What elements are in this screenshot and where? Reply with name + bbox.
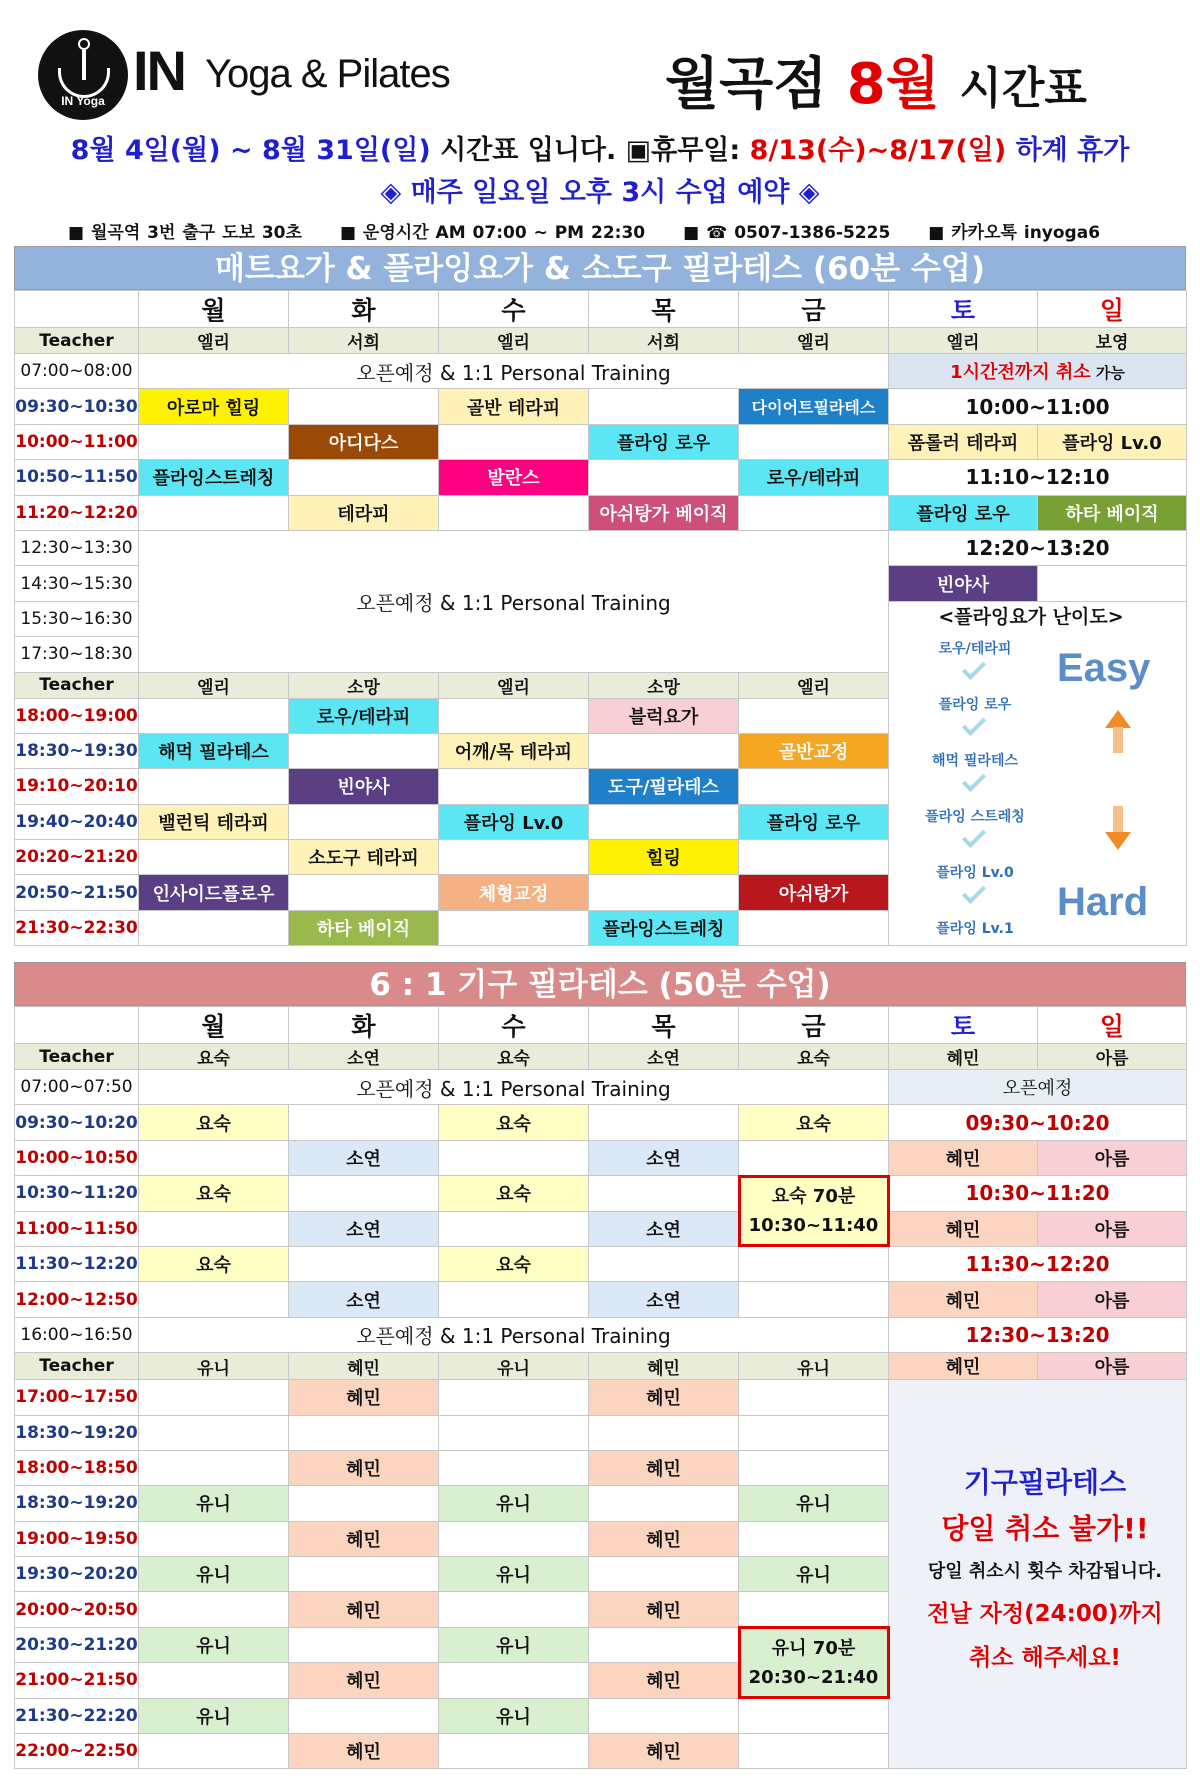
teacher-cell: 엘리 [889,328,1038,354]
notice-detail: 당일 취소시 횟수 차감됩니다. [927,1561,1163,1582]
class-cell: 소도구 테라피 [289,840,439,875]
class-cell: 밸런틱 테라피 [139,804,289,839]
open-notice: 오픈예정 & 1:1 Personal Training [139,1317,889,1352]
class-cell: 플라잉 로우 [889,495,1038,530]
class-cell: 로우/테라피 [739,460,889,495]
weekend-cancel-notice [889,354,1187,389]
empty-cell [439,840,589,875]
arrow-down-icon [1105,832,1131,850]
time-cell: 21:30~22:20 [15,1698,139,1733]
notice-request: 취소 해주세요! [969,1645,1121,1671]
empty-cell [589,1105,739,1140]
time-cell: 18:00~18:50 [15,1450,139,1485]
class-cell: 유니 [139,1557,289,1592]
class-cell: 하타 베이직 [289,910,439,945]
time-cell: 22:00~22:50 [15,1734,139,1769]
empty-cell [739,840,889,875]
logo-icon [38,30,128,120]
special-class-box [739,1627,889,1698]
weekend-time: 10:00~11:00 [889,389,1187,424]
empty-cell [289,1176,439,1211]
class-cell: 요숙 [139,1246,289,1281]
class-cell: 플라잉 Lv.0 [439,804,589,839]
day-fri: 금 [739,1007,889,1044]
empty-cell [739,424,889,459]
empty-cell [439,1592,589,1627]
chevron-down-icon [962,880,986,904]
empty-cell [739,698,889,733]
time-cell: 10:50~11:50 [15,460,139,495]
empty-cell [439,1140,589,1175]
time-cell: 15:30~16:30 [15,601,139,636]
empty-cell [289,1105,439,1140]
empty-cell [439,769,589,804]
empty-cell [139,1663,289,1698]
title-branch: 월곡점 [665,52,828,117]
level-item: 플라잉 스트레칭 [925,809,1025,825]
time-cell: 09:30~10:30 [15,389,139,424]
class-cell: 플라잉 Lv.0 [1038,424,1187,459]
class-cell: 유니 [139,1486,289,1521]
class-cell: 혜민 [589,1734,739,1769]
time-cell: 21:00~21:50 [15,1663,139,1698]
class-cell: 혜민 [589,1592,739,1627]
time-cell: 11:30~12:20 [15,1246,139,1281]
empty-cell [439,910,589,945]
time-cell: 07:00~08:00 [15,354,139,389]
special-class-title: 요숙 70분 [771,1186,856,1208]
empty-cell [589,1698,739,1733]
chevron-down-icon [962,712,986,736]
day-sun: 일 [1038,291,1187,328]
time-cell: 20:20~21:20 [15,840,139,875]
empty-cell [439,1415,589,1450]
weekend-time: 09:30~10:20 [889,1105,1187,1140]
time-cell: 20:50~21:50 [15,875,139,910]
teacher-cell: 요숙 [739,1044,889,1070]
class-cell: 아쉬탕가 베이직 [589,495,739,530]
empty-cell [289,1486,439,1521]
open-notice: 오픈예정 & 1:1 Personal Training [139,530,889,672]
class-cell: 로우/테라피 [289,698,439,733]
day-mon: 월 [139,1007,289,1044]
time-cell: 19:00~19:50 [15,1521,139,1556]
time-cell: 09:30~10:20 [15,1105,139,1140]
class-cell: 아름 [1038,1282,1187,1317]
class-cell: 혜민 [289,1592,439,1627]
level-item: 플라잉 Lv.1 [936,921,1014,937]
class-cell: 빈야사 [289,769,439,804]
empty-cell [439,1282,589,1317]
class-cell: 아름 [1038,1211,1187,1246]
empty-cell [139,1592,289,1627]
page-header [0,0,1200,243]
period-dates: 8월 4일(월) ~ 8월 31일(일) [70,135,431,166]
cancel-suffix: 가능 [1090,364,1125,383]
easy-label: Easy [1057,646,1151,690]
level-item: 플라잉 로우 [938,697,1012,713]
class-cell: 플라잉 로우 [739,804,889,839]
empty-cell [589,1557,739,1592]
level-item: 플라잉 Lv.0 [936,865,1014,881]
empty-cell [289,804,439,839]
class-cell: 해먹 필라테스 [139,733,289,768]
chevron-down-icon [962,824,986,848]
time-cell: 20:30~21:20 [15,1627,139,1662]
special-class-time: 10:30~11:40 [748,1215,879,1237]
period-line [0,128,1200,167]
class-cell: 혜민 [289,1380,439,1415]
class-cell: 혜민 [889,1211,1038,1246]
info-hours: ■ 운영시간 AM 07:00 ~ PM 22:30 [339,223,646,243]
period-text: 시간표 입니다. ▣휴무일: [430,135,750,166]
empty-cell [139,698,289,733]
empty-cell [589,1176,739,1211]
empty-cell [739,769,889,804]
time-cell: 18:30~19:30 [15,733,139,768]
teacher-cell: 엘리 [739,328,889,354]
class-cell: 플라잉스트레칭 [139,460,289,495]
time-cell: 18:30~19:20 [15,1415,139,1450]
time-cell: 11:20~12:20 [15,495,139,530]
time-cell: 17:30~18:30 [15,637,139,672]
time-cell: 19:40~20:40 [15,804,139,839]
empty-cell [289,733,439,768]
empty-cell [289,1415,439,1450]
empty-cell [739,495,889,530]
yoga-section-header: 매트요가 & 플라잉요가 & 소도구 필라테스 (60분 수업) [14,246,1186,290]
empty-cell [139,495,289,530]
class-cell: 플라잉 로우 [589,424,739,459]
time-cell: 19:10~20:10 [15,769,139,804]
day-tue: 화 [289,291,439,328]
day-thu: 목 [589,291,739,328]
empty-cell [739,1698,889,1733]
empty-cell [139,1380,289,1415]
class-cell: 체형교정 [439,875,589,910]
empty-cell [289,1557,439,1592]
class-cell: 혜민 [589,1450,739,1485]
time-cell: 10:00~10:50 [15,1140,139,1175]
class-cell: 요숙 [739,1105,889,1140]
class-cell: 발란스 [439,460,589,495]
empty-cell [439,1521,589,1556]
class-cell: 요숙 [139,1176,289,1211]
empty-cell [589,1415,739,1450]
logo-brand-text: Yoga & Pilates [205,52,450,96]
notice-title: 기구필라테스 [963,1466,1127,1499]
class-cell: 골반교정 [739,733,889,768]
time-cell: 16:00~16:50 [15,1317,139,1352]
info-kakao: ■ 카카오톡 inyoga6 [928,223,1101,243]
class-cell: 요숙 [439,1105,589,1140]
empty-cell [589,460,739,495]
class-cell: 어깨/목 테라피 [439,733,589,768]
teacher-cell: 요숙 [139,1044,289,1070]
chevron-down-icon [962,768,986,792]
open-notice: 오픈예정 & 1:1 Personal Training [139,354,889,389]
empty-cell [739,1140,889,1175]
teacher-label: Teacher [15,1044,139,1070]
empty-cell [289,460,439,495]
class-cell: 소연 [289,1211,439,1246]
teacher-cell: 엘리 [439,672,589,698]
open-notice: 오픈예정 & 1:1 Personal Training [139,1070,889,1105]
weekend-time: 10:30~11:20 [889,1176,1187,1211]
arrow-up-shaft [1113,727,1123,753]
empty-cell [739,1450,889,1485]
cancel-policy-notice [905,1460,1185,1680]
time-cell: 12:00~12:50 [15,1282,139,1317]
empty-cell [739,910,889,945]
empty-cell [289,1627,439,1662]
empty-cell [439,1380,589,1415]
day-sun: 일 [1038,1007,1187,1044]
flying-level-panel [905,602,1185,942]
day-tue: 화 [289,1007,439,1044]
class-cell: 힐링 [589,840,739,875]
holiday-label: 하계 휴가 [1006,135,1130,166]
title-month: 8월 [846,52,940,117]
teacher-cell: 엘리 [439,328,589,354]
corner-cell [15,1007,139,1044]
time-cell: 18:00~19:00 [15,698,139,733]
class-cell: 유니 [439,1486,589,1521]
empty-cell [289,1246,439,1281]
notice-warning: 당일 취소 불가!! [941,1512,1149,1545]
chevron-down-icon [962,656,986,680]
notice-deadline: 전날 자정(24:00)까지 [927,1601,1163,1627]
corner-cell [15,291,139,328]
teacher-cell: 서희 [289,328,439,354]
class-cell: 플라잉스트레칭 [589,910,739,945]
empty-cell [289,875,439,910]
class-cell: 블럭요가 [589,698,739,733]
teacher-label: Teacher [15,1353,139,1380]
class-cell: 혜민 [889,1353,1038,1380]
time-cell: 18:30~19:20 [15,1486,139,1521]
empty-cell [589,875,739,910]
empty-cell [289,1698,439,1733]
weekend-time: 12:30~13:20 [889,1317,1187,1352]
class-cell: 유니 [439,1627,589,1662]
teacher-cell: 유니 [139,1353,289,1380]
class-cell: 유니 [439,1557,589,1592]
empty-cell [139,769,289,804]
empty-cell [589,389,739,424]
teacher-label: Teacher [15,328,139,354]
class-cell: 테라피 [289,495,439,530]
class-cell: 아름 [1038,1353,1187,1380]
empty-cell [739,1592,889,1627]
class-cell: 빈야사 [889,566,1038,601]
class-cell: 유니 [139,1627,289,1662]
level-title: <플라잉요가 난이도> [938,606,1124,628]
empty-cell [139,1140,289,1175]
class-cell: 혜민 [289,1521,439,1556]
time-cell: 21:30~22:30 [15,910,139,945]
weekend-open: 오픈예정 [889,1070,1187,1105]
time-cell: 19:30~20:20 [15,1557,139,1592]
class-cell: 혜민 [289,1663,439,1698]
empty-cell [739,1734,889,1769]
class-cell: 혜민 [589,1663,739,1698]
holiday-dates: 8/13(수)~8/17(일) [749,135,1007,166]
class-cell: 유니 [139,1698,289,1733]
arrow-down-shaft [1113,806,1123,832]
class-cell: 폼롤러 테라피 [889,424,1038,459]
class-cell: 혜민 [889,1140,1038,1175]
class-cell: 아로마 힐링 [139,389,289,424]
empty-cell [139,1734,289,1769]
weekend-time: 11:30~12:20 [889,1246,1187,1281]
teacher-cell: 소망 [289,672,439,698]
class-cell: 도구/필라테스 [589,769,739,804]
teacher-cell: 엘리 [739,672,889,698]
class-cell: 혜민 [589,1521,739,1556]
class-cell: 혜민 [589,1380,739,1415]
empty-cell [739,1282,889,1317]
class-cell: 유니 [739,1557,889,1592]
time-cell: 10:30~11:20 [15,1176,139,1211]
info-phone: ■ ☎ 0507-1386-5225 [683,223,891,243]
empty-cell [439,495,589,530]
teacher-cell: 소연 [289,1044,439,1070]
special-class-box [739,1176,889,1247]
class-cell: 골반 테라피 [439,389,589,424]
empty-cell [439,424,589,459]
teacher-cell: 혜민 [289,1353,439,1380]
teacher-cell: 혜민 [889,1044,1038,1070]
day-wed: 수 [439,291,589,328]
day-sat: 토 [889,291,1038,328]
empty-cell [439,1734,589,1769]
logo-small-text: IN Yoga [61,94,105,108]
level-item: 로우/테라피 [938,641,1012,657]
special-class-time: 20:30~21:40 [748,1666,879,1688]
time-cell: 12:30~13:30 [15,530,139,565]
teacher-cell: 요숙 [439,1044,589,1070]
teacher-cell: 유니 [739,1353,889,1380]
reservation-notice: ◈ 매주 일요일 오후 3시 수업 예약 ◈ [380,177,820,208]
class-cell: 소연 [289,1282,439,1317]
pilates-section-header: 6 : 1 기구 필라테스 (50분 수업) [14,962,1186,1006]
title-timetable: 시간표 [959,63,1087,114]
empty-cell [739,1521,889,1556]
empty-cell [139,910,289,945]
hard-label: Hard [1057,880,1149,924]
empty-cell [589,804,739,839]
time-cell: 10:00~11:00 [15,424,139,459]
class-cell: 요숙 [139,1105,289,1140]
teacher-cell: 소망 [589,672,739,698]
class-cell: 소연 [589,1140,739,1175]
special-class-title: 유니 70분 [771,1637,856,1659]
teacher-cell: 엘리 [139,672,289,698]
empty-cell [589,733,739,768]
empty-cell [589,1486,739,1521]
day-wed: 수 [439,1007,589,1044]
class-cell: 혜민 [289,1734,439,1769]
level-item: 해먹 필라테스 [931,753,1019,769]
cancel-text: 1시간전까지 취소 [950,362,1091,384]
class-cell: 인사이드플로우 [139,875,289,910]
time-cell: 14:30~15:30 [15,566,139,601]
empty-cell [139,1211,289,1246]
class-cell: 아름 [1038,1140,1187,1175]
empty-cell [589,1627,739,1662]
class-cell: 아쉬탕가 [739,875,889,910]
teacher-label: Teacher [15,672,139,698]
empty-cell [589,1246,739,1281]
teacher-cell: 소연 [589,1044,739,1070]
empty-cell [739,1415,889,1450]
class-cell: 아디다스 [289,424,439,459]
class-cell: 요숙 [439,1246,589,1281]
class-cell: 혜민 [889,1282,1038,1317]
info-location: ■ 월곡역 3번 출구 도보 30초 [68,223,302,243]
empty-cell [439,1663,589,1698]
empty-cell [439,1450,589,1485]
teacher-cell: 유니 [439,1353,589,1380]
logo-in-text: IN [133,39,185,102]
weekend-time: 11:10~12:10 [889,460,1187,495]
weekend-time: 12:20~13:20 [889,530,1187,565]
empty-cell [439,698,589,733]
class-cell: 혜민 [289,1450,439,1485]
teacher-cell: 아름 [1038,1044,1187,1070]
empty-cell [139,1282,289,1317]
day-mon: 월 [139,291,289,328]
day-thu: 목 [589,1007,739,1044]
class-cell: 유니 [439,1698,589,1733]
class-cell: 소연 [589,1282,739,1317]
arrow-up-icon [1105,710,1131,728]
time-cell: 07:00~07:50 [15,1070,139,1105]
empty-cell [739,1246,889,1281]
class-cell: 다이어트필라테스 [739,389,889,424]
teacher-cell: 혜민 [589,1353,739,1380]
empty-cell [439,1211,589,1246]
teacher-cell: 엘리 [139,328,289,354]
class-cell: 소연 [289,1140,439,1175]
time-cell: 17:00~17:50 [15,1380,139,1415]
empty-cell [139,1415,289,1450]
class-cell: 요숙 [439,1176,589,1211]
time-cell: 11:00~11:50 [15,1211,139,1246]
page-title [665,40,1087,120]
teacher-cell: 서희 [589,328,739,354]
empty-cell [139,1521,289,1556]
teacher-cell: 보영 [1038,328,1187,354]
empty-cell [1038,566,1187,601]
info-line [68,218,1138,243]
empty-cell [289,389,439,424]
class-cell: 유니 [739,1486,889,1521]
class-cell: 하타 베이직 [1038,495,1187,530]
empty-cell [139,1450,289,1485]
time-cell: 20:00~20:50 [15,1592,139,1627]
empty-cell [739,1380,889,1415]
empty-cell [139,424,289,459]
day-sat: 토 [889,1007,1038,1044]
class-cell: 소연 [589,1211,739,1246]
day-fri: 금 [739,291,889,328]
empty-cell [139,840,289,875]
